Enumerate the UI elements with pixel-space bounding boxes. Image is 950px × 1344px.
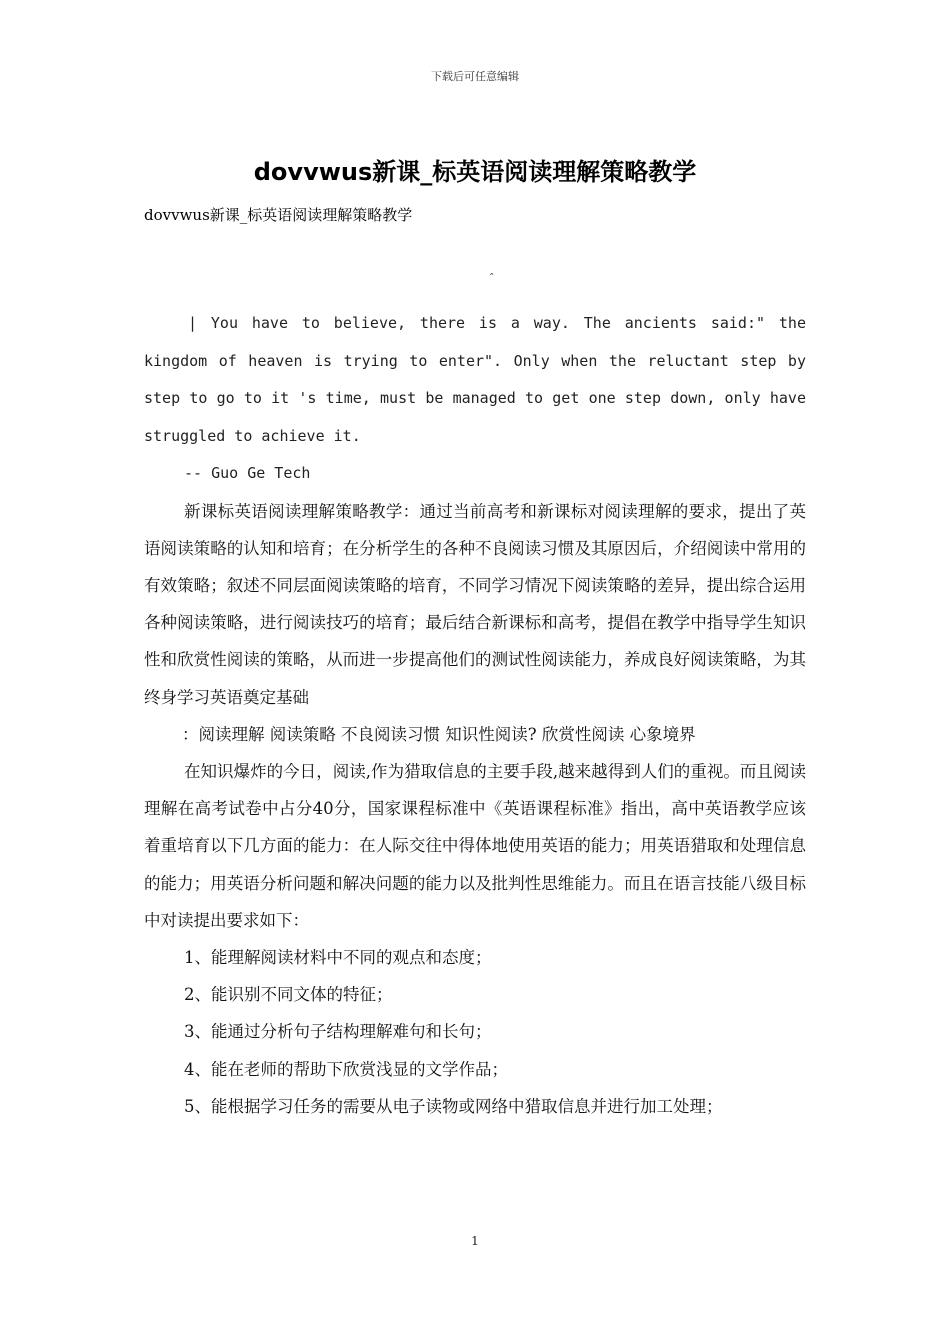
list-item: 5、能根据学习任务的需要从电子读物或网络中猎取信息并进行加工处理； [184,1096,723,1116]
list-item: 3、能通过分析句子结构理解难句和长句； [184,1022,492,1042]
document-subtitle: dovvwus新课_标英语阅读理解策略教学 [144,206,413,224]
document-title: dovvwus新课_标英语阅读理解策略教学 [253,158,697,186]
quote-attribution: -- Guo Ge Tech [184,464,311,482]
list-item: 2、能识别不同文体的特征； [184,985,393,1005]
intro-paragraph: 在知识爆炸的今日，阅读,作为猎取信息的主要手段,越来越得到人们的重视。而且阅读理解在高考试卷中占分40分，国家课程标准中《英语课程标准》指出，高中英语教学应该着重培育以下几方面的能力：在人际交往中得体地使用英语的能力；用英语猎取和处理信息的能力；用英语分析问题和解决问题的能力以及批判性思维能力。而且在语言技能八级目标中对读提出要求如下： [144,761,806,930]
quote-paragraph: | You have to believe, there is a way. The ancients said:" the kingdom of heaven is trying to enter". Only when the reluctant step by step to go to it 's time, must be managed to get one step down, only have struggled to achieve it. [144,314,806,445]
list-item: 1、能理解阅读材料中不同的观点和态度； [184,947,492,967]
keywords-line: ：阅读理解 阅读策略 不良阅读习惯 知识性阅读? 欣赏性阅读 心象境界 [182,724,696,744]
caret-mark: ˆ [489,272,495,285]
list-item: 4、能在老师的帮助下欣赏浅显的文学作品； [184,1059,508,1079]
page-number: 1 [471,1234,479,1248]
page-header: 下载后可任意编辑 [431,70,519,83]
document-body [144,305,806,1125]
abstract-paragraph: 新课标英语阅读理解策略教学：通过当前高考和新课标对阅读理解的要求，提出了英语阅读策略的认知和培育；在分析学生的各种不良阅读习惯及其原因后，介绍阅读中常用的有效策略；叙述不同层面阅读策略的培育，不同学习情况下阅读策略的差异，提出综合运用各种阅读策略，进行阅读技巧的培育；最后结合新课标和高考，提倡在教学中指导学生知识性和欣赏性阅读的策略，从而进一步提高他们的测试性阅读能力，养成良好阅读策略，为其终身学习英语奠定基础 [144,501,806,707]
